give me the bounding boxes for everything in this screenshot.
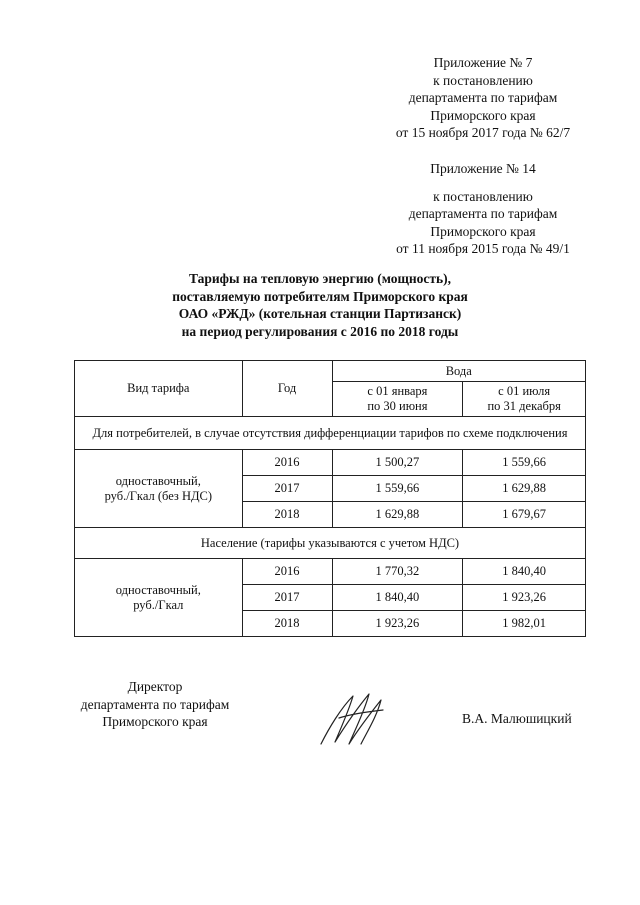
value-cell: 1 629,88	[332, 502, 463, 528]
year-cell: 2017	[242, 585, 332, 611]
handwritten-signature	[315, 688, 395, 750]
appendix-7-header	[368, 54, 598, 142]
header-period-2	[463, 382, 586, 417]
tariff-type-line: одноставочный,	[115, 582, 201, 597]
title-line: ОАО «РЖД» (котельная станции Партизанск)	[178, 306, 462, 321]
tariff-unit-line: руб./Гкал (без НДС)	[104, 488, 213, 503]
period-1-to: по 30 июня	[367, 399, 428, 413]
year-cell: 2017	[242, 476, 332, 502]
value-cell: 1 500,27	[332, 450, 463, 476]
year-cell: 2018	[242, 611, 332, 637]
appendix-14-line: департамента по тарифам	[408, 206, 558, 221]
appendix-14-line: к постановлению	[433, 188, 533, 204]
appendix-14-date: от 11 ноября 2015 года № 49/1	[396, 241, 570, 256]
title-line: поставляемую потребителям Приморского края	[172, 288, 468, 304]
tariff-unit-line: руб./Гкал	[133, 597, 184, 612]
title-line: на период регулирования с 2016 по 2018 годы	[181, 323, 459, 339]
appendix-14-title: Приложение № 14	[430, 161, 536, 176]
section-2-title: Население (тарифы указываются с учетом НДС)	[75, 528, 586, 559]
appendix-7-title: Приложение № 7	[433, 55, 533, 70]
signatory-position: Директор	[127, 679, 183, 694]
value-cell: 1 982,01	[463, 611, 586, 637]
title-line: Тарифы на тепловую энергию (мощность),	[188, 271, 452, 286]
signatory-department: департамента по тарифам	[80, 696, 230, 712]
value-cell: 1 770,32	[332, 559, 463, 585]
value-cell: 1 923,26	[332, 611, 463, 637]
section-1-title: Для потребителей, в случае отсутствия дифференциации тарифов по схеме подключения	[75, 417, 586, 450]
period-2-to: по 31 декабря	[487, 399, 561, 413]
year-cell: 2016	[242, 559, 332, 585]
signatory-name: В.А. Малюшицкий	[462, 711, 572, 726]
table-header-row	[75, 361, 586, 382]
appendix-14-header	[368, 160, 598, 258]
value-cell: 1 840,40	[332, 585, 463, 611]
value-cell: 1 923,26	[463, 585, 586, 611]
signatory-title	[50, 678, 260, 731]
appendix-14-line: Приморского края	[430, 223, 536, 239]
value-cell: 1 559,66	[332, 476, 463, 502]
year-cell: 2018	[242, 502, 332, 528]
section-row	[75, 417, 586, 450]
header-period-1	[332, 382, 463, 417]
table-row	[75, 559, 586, 585]
appendix-7-date: от 15 ноября 2017 года № 62/7	[395, 125, 571, 140]
table-row	[75, 450, 586, 476]
year-cell: 2016	[242, 450, 332, 476]
appendix-7-line: департамента по тарифам	[408, 90, 558, 105]
header-year: Год	[242, 361, 332, 417]
signature-stroke	[321, 694, 383, 744]
document-title	[110, 270, 530, 340]
section-2-tariff-type	[75, 559, 243, 637]
header-tariff-type: Вид тарифа	[75, 361, 243, 417]
header-water: Вода	[332, 361, 585, 382]
period-1-from: с 01 января	[367, 384, 428, 398]
signatory-region: Приморского края	[102, 714, 208, 729]
value-cell: 1 840,40	[463, 559, 586, 585]
tariff-type-line: одноставочный,	[115, 473, 201, 488]
period-2-from: с 01 июля	[498, 384, 551, 398]
value-cell: 1 679,67	[463, 502, 586, 528]
value-cell: 1 559,66	[463, 450, 586, 476]
tariff-table	[74, 360, 586, 637]
value-cell: 1 629,88	[463, 476, 586, 502]
section-1-tariff-type	[75, 450, 243, 528]
appendix-7-line: к постановлению	[433, 72, 533, 88]
section-row	[75, 528, 586, 559]
appendix-7-line: Приморского края	[430, 107, 536, 123]
